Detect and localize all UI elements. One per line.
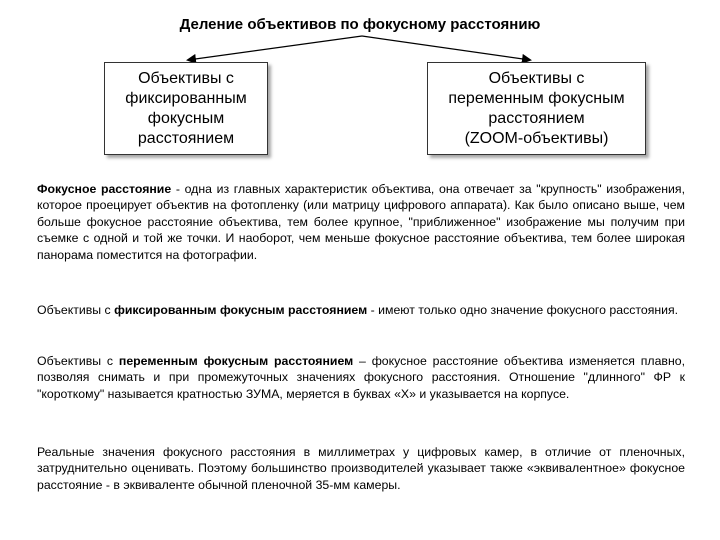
term-zoom: переменным фокусным расстоянием — [118, 354, 354, 368]
fixed-focal-box: Объективы с фиксированным фокусным расстоянием — [104, 62, 268, 155]
zoom-lens-paragraph — [37, 353, 685, 402]
zoom-after: – фокусное расстояние объектива изменяется плавно, позволяя снимать и при промежуточных значениях фокусного расстояния. Отношение "длинного" ФР к "короткому" называется кратностью ЗУМА, меряется в буквах «Х» и указывается на корпусе. — [37, 354, 685, 401]
term-fixed: фиксированным фокусным расстоянием — [114, 303, 368, 317]
term-focal-length: Фокусное расстояние — [37, 182, 172, 196]
arrow-right — [362, 36, 530, 60]
equivalent-focal-paragraph: Реальные значения фокусного расстояния в миллиметрах у цифровых камер, в отличие от пленочных, затруднительно оценивать. Поэтому большинство производителей указывает также «эквивалентное» фокусное расстояние - в эквиваленте обычной пленочной 35-мм камеры. — [37, 445, 685, 492]
fixed-after: - имеют только одно значение фокусного расстояния. — [367, 303, 679, 317]
definition-text: - одна из главных характеристик объектива, она отвечает за "крупность" изображения, которое проецирует объектив на фотопленку (или матрицу цифрового аппарата). Как было описано выше, чем больше фокусное расстояние объектива, тем более крупное, "приближенное" изображение мы получим при съемке с одной и той же точки. И наоборот, чем меньше фокусное расстояние объектива, тем более широкая панорама поместится на фотографии. — [37, 182, 686, 262]
fixed-before: Объективы с — [37, 303, 115, 317]
arrow-left — [188, 36, 362, 60]
focal-length-definition — [37, 181, 685, 263]
fixed-lens-paragraph — [37, 302, 685, 318]
zoom-before: Объективы с — [37, 354, 119, 368]
diagram-title: Деление объективов по фокусному расстоянию — [179, 16, 541, 33]
branch-arrows — [0, 0, 720, 70]
zoom-box: Объективы с переменным фокусным расстоянием (ZOOM-объективы) — [427, 62, 646, 155]
